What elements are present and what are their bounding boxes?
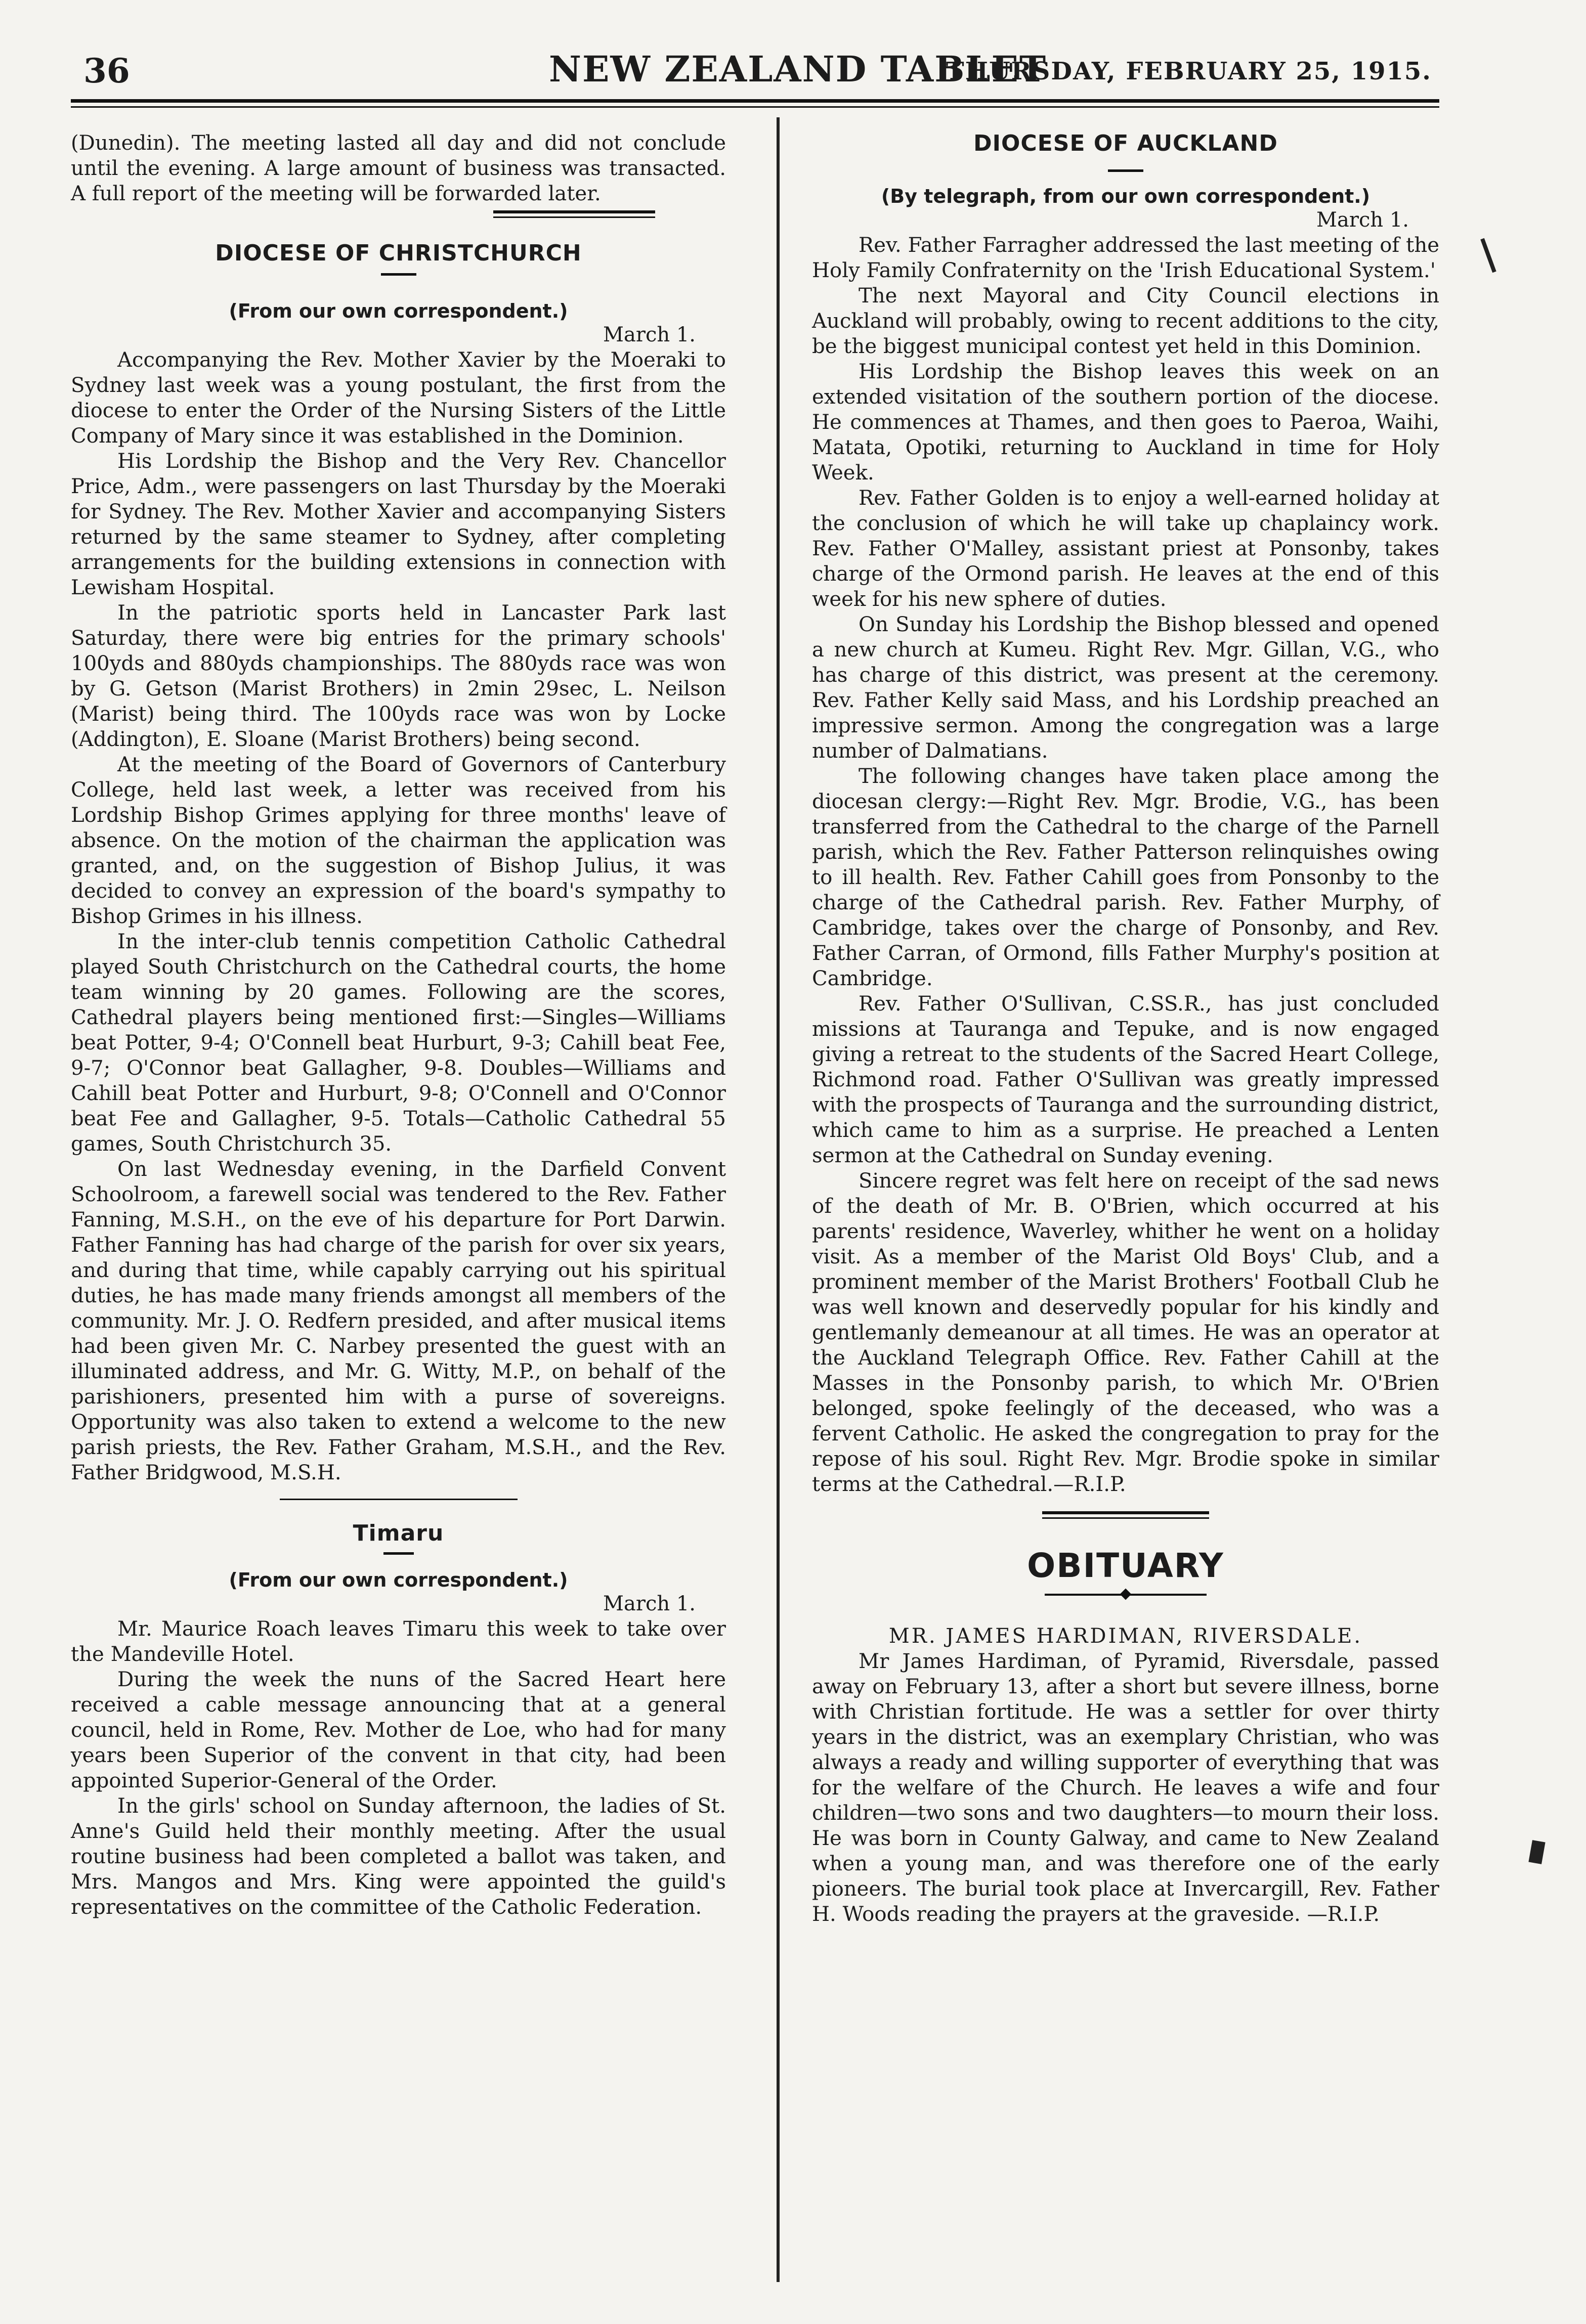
christchurch-paragraph: His Lordship the Bishop and the Very Rev. Chancellor Price, Adm., were passengers on last Thursday by the Moeraki for Sydney. The Rev. Mother Xavier and accompanying Sisters returned by the same steamer to Sydney, after completing arrangements for the building extensions in connection with Lewisham Hospital. (71, 450, 726, 599)
left-column (71, 130, 726, 1920)
auckland-date: March 1. (1316, 208, 1409, 232)
christchurch-correspondent: (From our own correspondent.) (229, 300, 568, 322)
diamond-ornament (1120, 1589, 1132, 1600)
obituary-diamond-rule (1045, 1589, 1207, 1599)
timaru-heading: Timaru (353, 1520, 444, 1546)
page-header (83, 48, 1432, 99)
auckland-heading: DIOCESE OF AUCKLAND (973, 130, 1278, 156)
issue-date: THURSDAY, FEBRUARY 25, 1915. (946, 57, 1432, 85)
christchurch-paragraph: On last Wednesday evening, in the Darfield Convent Schoolroom, a farewell social was tendered to the Rev. Father Fanning, M.S.H., on the eve of his departure for Port Darwin. Father Fanning has had charge of the parish for over six years, and during that time, while capably carrying out his spiritual duties, he has made many friends amongst all members of the community. Mr. J. O. Redfern presided, and after musical items had been given Mr. C. Narbey presented the guest with an illuminated address, and Mr. G. Witty, M.P., on behalf of the parishioners, presented him with a purse of sovereigns. Opportunity was also taken to extend a welcome to the new parish priests, the Rev. Father Graham, M.S.H., and the Rev. Father Bridgwood, M.S.H. (71, 1158, 726, 1484)
publication-title: NEW ZEALAND TABLET (549, 48, 1047, 90)
timaru-date: March 1. (603, 1592, 696, 1615)
auckland-paragraph: On Sunday his Lordship the Bishop blessed and opened a new church at Kumeu. Right Rev. Mgr. Gillan, V.G., who has charge of this district, was present at the ceremony. Rev. Father Kelly said Mass, and his Lordship preached an impressive sermon. Among the congregation was a large number of Dalmatians. (812, 613, 1439, 763)
timaru-paragraph: During the week the nuns of the Sacred Heart here received a cable message announcing that at a general council, held in Rome, Rev. Mother de Loe, who had for many years been Superior of the convent in that city, had been appointed Superior-General of the Order. (71, 1668, 726, 1792)
christchurch-heading: DIOCESE OF CHRISTCHURCH (215, 240, 582, 266)
timaru-paragraph: In the girls' school on Sunday afternoon, the ladies of St. Anne's Guild held their monthly meeting. After the usual routine business had been completed a ballot was taken, and Mrs. Mangos and Mrs. King were appointed the guild's representatives on the committee of the Catholic Federation. (71, 1794, 726, 1919)
auckland-paragraph: Rev. Father O'Sullivan, C.SS.R., has just concluded missions at Tauranga and Tepuke, and is now engaged giving a retreat to the students of the Sacred Heart College, Richmond road. Father O'Sullivan was greatly impressed with the prospects of Tauranga and the surrounding district, which came to him as a surprise. He preached a Lenten sermon at the Cathedral on Sunday evening. (812, 992, 1439, 1167)
right-column (812, 130, 1439, 1927)
timaru-paragraph: Mr. Maurice Roach leaves Timaru this week to take over the Mandeville Hotel. (71, 1617, 726, 1666)
christchurch-date: March 1. (603, 323, 696, 346)
auckland-paragraph: Rev. Father Golden is to enjoy a well-earned holiday at the conclusion of which he will take up chaplaincy work. Rev. Father O'Malley, assistant priest at Ponsonby, takes charge of the Ormond parish. He leaves at the end of this week for his new sphere of duties. (812, 487, 1439, 611)
timaru-correspondent: (From our own correspondent.) (229, 1569, 568, 1591)
obituary-text: Mr James Hardiman, of Pyramid, Riversdale, passed away on February 13, after a short but severe illness, borne with Christian fortitude. He was a settler for over thirty years in the district, was an exemplary Christian, who was always a ready and willing supporter of everything that was for the welfare of the Church. He leaves a wife and four children—two sons and two daughters—to mourn their loss. He was born in County Galway, and came to New Zealand when a young man, and was therefore one of the early pioneers. The burial took place at Invercargill, Rev. Father H. Woods reading the prayers at the graveside. —R.I.P. (812, 1650, 1439, 1926)
header-rule-thick (71, 99, 1439, 103)
christchurch-paragraph: At the meeting of the Board of Governors of Canterbury College, held last week, a letter was received from his Lordship Bishop Grimes applying for three months' leave of absence. On the motion of the chairman the application was granted, and, on the suggestion of Bishop Julius, it was decided to convey an expression of the board's sympathy to Bishop Grimes in his illness. (71, 753, 726, 928)
auckland-paragraph: Sincere regret was felt here on receipt of the sad news of the death of Mr. B. O'Brien, which occurred at his parents' residence, Waverley, whither he went on a holiday visit. As a member of the Marist Old Boys' Club, and a prominent member of the Marist Brothers' Football Club he was well known and deservedly popular for his kindly and gentlemanly demeanour at all times. He was an operator at the Auckland Telegraph Office. Rev. Father Cahill at the Masses in the Ponsonby parish, to which Mr. O'Brien belonged, spoke feelingly of the deceased, who was a fervent Catholic. He asked the congregation to pray for the repose of his soul. Right Rev. Mgr. Brodie spoke in similar terms at the Cathedral.—R.I.P. (812, 1169, 1439, 1496)
header-rule-thin (71, 106, 1439, 108)
column-divider (777, 117, 780, 2282)
auckland-paragraph: The next Mayoral and City Council elections in Auckland will probably, owing to recent additions to the city, be the biggest municipal contest yet held in this Dominion. (812, 284, 1439, 358)
intro-paragraph: (Dunedin). The meeting lasted all day and did not conclude until the evening. A large amount of business was transacted. A full report of the meeting will be forwarded later. (71, 131, 726, 205)
christchurch-paragraph: In the inter-club tennis competition Catholic Cathedral played South Christchurch on the Cathedral courts, the home team winning by 20 games. Following are the scores, Cathedral players being mentioned first:—Singles—Williams beat Potter, 9-4; O'Connell beat Hurburt, 9-3; Cahill beat Fee, 9-7; O'Connor beat Gallagher, 9-8. Doubles—Williams and Cahill beat Potter and Hurburt, 9-8; O'Connell and O'Connor beat Fee and Gallagher, 9-5. Totals—Catholic Cathedral 55 games, South Christchurch 35. (71, 930, 726, 1156)
auckland-correspondent: (By telegraph, from our own correspondent.) (881, 185, 1370, 207)
christchurch-paragraph: Accompanying the Rev. Mother Xavier by the Moeraki to Sydney last week was a young postulant, the first from the diocese to enter the Order of the Nursing Sisters of the Little Company of Mary since it was established in the Dominion. (71, 348, 726, 448)
obituary-name: MR. JAMES HARDIMAN, RIVERSDALE. (888, 1625, 1363, 1648)
christchurch-paragraph: In the patriotic sports held in Lancaster Park last Saturday, there were big entries for the primary schools' 100yds and 880yds championships. The 880yds race was won by G. Getson (Marist Brothers) in 2min 29sec, L. Neilson (Marist) being third. The 100yds race was won by Locke (Addington), E. Sloane (Marist Brothers) being second. (71, 601, 726, 751)
page-number: 36 (83, 51, 130, 91)
obituary-heading: OBITUARY (1027, 1546, 1224, 1585)
margin-mark (1528, 1840, 1545, 1864)
section-double-rule (1042, 1511, 1209, 1519)
auckland-paragraph: The following changes have taken place among the diocesan clergy:—Right Rev. Mgr. Brodie, V.G., has been transferred from the Cathedral to the charge of the Parnell parish, which the Rev. Father Patterson relinquishes owing to ill health. Rev. Father Cahill goes from Ponsonby to the charge of the Cathedral parish. Rev. Father Murphy, of Cambridge, takes over the charge of Ponsonby, and Rev. Father Carran, of Ormond, fills Father Murphy's position at Cambridge. (812, 765, 1439, 990)
auckland-paragraph: Rev. Father Farragher addressed the last meeting of the Holy Family Confraternity on the 'Irish Educational System.' (812, 234, 1439, 282)
margin-mark (1480, 238, 1496, 273)
section-double-rule (493, 210, 655, 218)
auckland-paragraph: His Lordship the Bishop leaves this week on an extended visitation of the southern portion of the diocese. He commences at Thames, and then goes to Paeroa, Waihi, Matata, Opotiki, returning to Auckland in time for Holy Week. (812, 360, 1439, 485)
